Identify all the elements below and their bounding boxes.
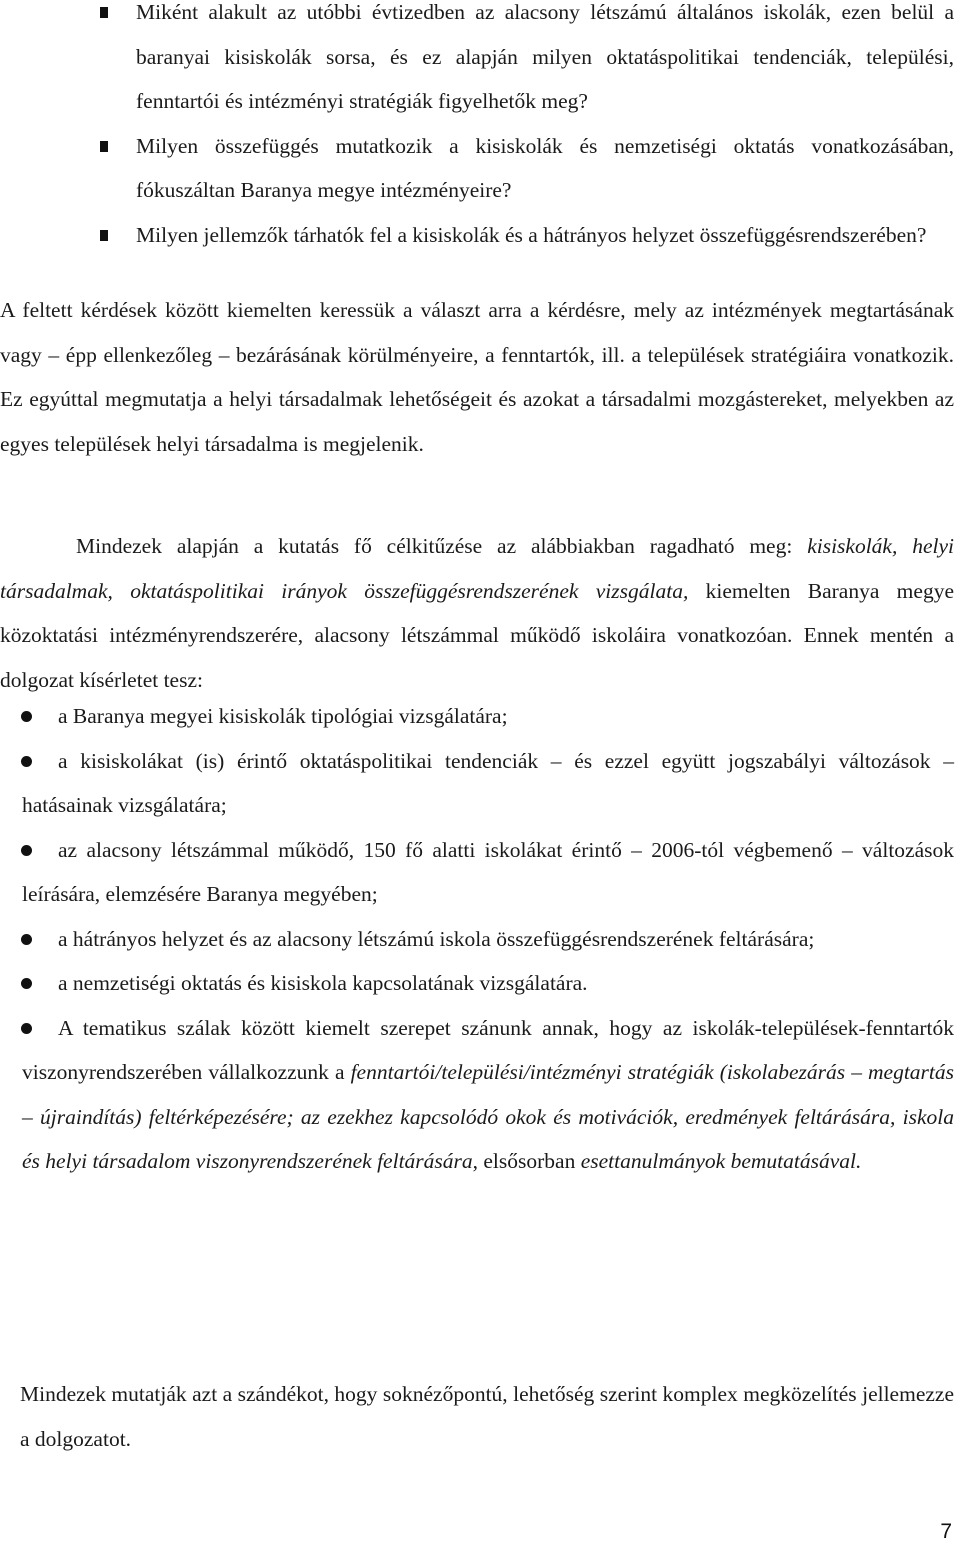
paragraph-rest: kiemelten Baranya megye közoktatási intézményrendszerére, alacsony létszámmal működő iskoláira vonatkozóan. Ennek mentén a dolgozat kísérletet tesz: [0,578,954,692]
aims-list [0,694,954,1184]
list-item [0,828,954,917]
round-bullet-icon [21,756,32,767]
list-item [0,1006,954,1184]
research-questions-list [0,0,954,257]
list-item [0,917,954,962]
list-item [0,213,954,258]
question-text: Miként alakult az utóbbi évtizedben az alacsony létszámú általános iskolák, ezen belül a baranyai kisiskolák sorsa, és ez alapján milyen oktatáspolitikai tendenciák, települési, fenntartói és intézményi stratégiák figyelhetők meg? [136,0,954,113]
square-bullet-icon [100,230,108,241]
aim-text: a kisiskolákat (is) érintő oktatáspolitikai tendenciák – és ezzel együtt jogszabályi változások – hatásainak vizsgálatára; [22,748,954,817]
list-item [0,124,954,213]
question-text: Milyen összefüggés mutatkozik a kisiskolák és nemzetiségi oktatás vonatkozásában, fókuszáltan Baranya megye intézményeire? [136,133,954,202]
paragraph-lead: Mindezek alapján a kutatás fő célkitűzése az alábbiakban ragadható meg: [76,534,808,558]
round-bullet-icon [21,845,32,856]
question-text: Milyen jellemzők tárhatók fel a kisiskolák és a hátrányos helyzet összefüggésrendszerében? [136,222,927,247]
round-bullet-icon [21,1023,32,1034]
list-item [0,961,954,1006]
aim-text: a hátrányos helyzet és az alacsony létszámú iskola összefüggésrendszerének feltárására; [58,926,815,951]
paragraph: Mindezek mutatják azt a szándékot, hogy soknézőpontú, lehetőség szerint komplex megközelítés jellemezze a dolgozatot. [20,1382,954,1451]
aim-emphasis: esettanulmányok bemutatásával. [580,1149,862,1173]
research-aim-emphasis: kisiskolák, helyi társadalmak, oktatáspolitikai irányok összefüggésrendszerének vizsgálata, [0,534,954,603]
paragraph [0,524,954,702]
list-item [0,0,954,124]
page-number: 7 [940,1520,952,1543]
aim-emphasis: fenntartói/települési/intézményi stratégiák (iskolabezárás – megtartás – újraindítás) feltérképezésére; az ezekhez kapcsolódó okok és motivációk, eredmények feltárására, iskola és helyi társadalom viszonyrendszerének feltárására [22,1060,955,1173]
square-bullet-icon [100,141,108,152]
aim-text: a Baranya megyei kisiskolák tipológiai vizsgálatára; [58,704,508,728]
round-bullet-icon [21,978,32,989]
aim-text: A tematikus szálak között kiemelt szerepet szánunk annak, hogy az iskolák-települések-fenntartók viszonyrendszerében vállalkozzunk a [22,1015,954,1084]
aim-text: , elsősorban [472,1149,581,1173]
paragraph: A feltett kérdések között kiemelten keressük a választ arra a kérdésre, mely az intézmények megtartásának vagy – épp ellenkezőleg – bezárásának körülményeire, a fenntartók, ill. a települések stratégiáira vonatkozik. Ez egyúttal megmutatja a helyi társadalmak lehetőségeit és azokat a társadalmi mozgástereket, melyekben az egyes települések helyi társadalma is megjelenik. [0,298,954,456]
round-bullet-icon [21,711,32,722]
aim-text: a nemzetiségi oktatás és kisiskola kapcsolatának vizsgálatára. [58,971,588,995]
square-bullet-icon [100,7,108,18]
aim-text: az alacsony létszámmal működő, 150 fő alatti iskolákat érintő – 2006-tól végbemenő – változások leírására, elemzésére Baranya megyében; [22,837,954,906]
list-item [0,694,954,739]
round-bullet-icon [21,934,32,945]
list-item [0,739,954,828]
